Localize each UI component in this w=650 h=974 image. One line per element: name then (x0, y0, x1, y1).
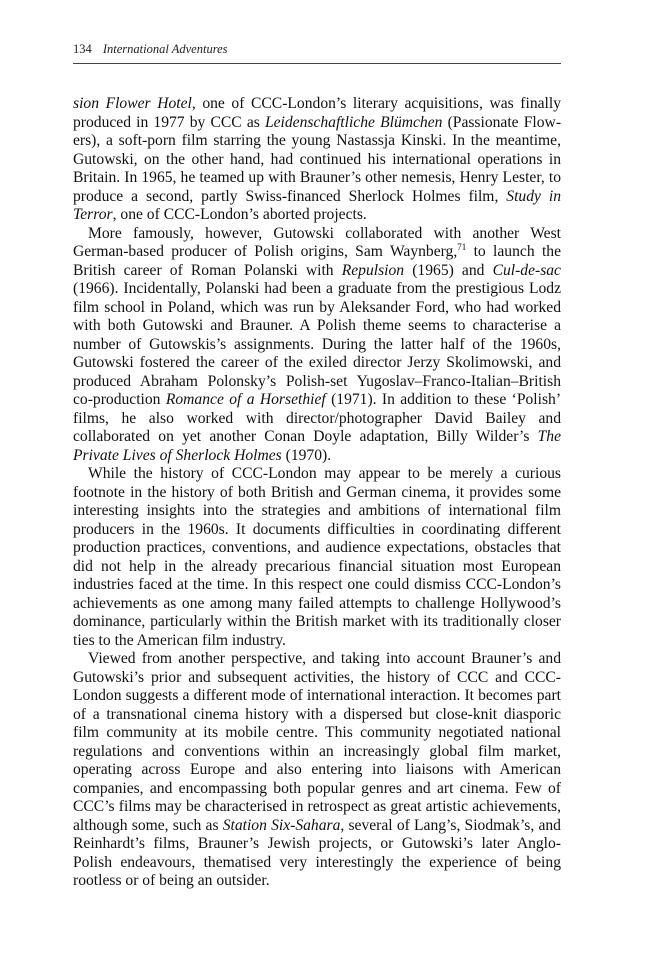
paragraph (73, 650, 561, 891)
page-number: 134 (73, 42, 92, 56)
italic-title: sion Flower Hotel (73, 95, 192, 112)
body-text (73, 95, 561, 891)
footnote-marker: 71 (457, 241, 467, 252)
text-run: , one of CCC-London’s literary acquisitions, was finally produced in 1977 by CCC as (73, 95, 562, 131)
text-run: , one of CCC-London’s aborted projects. (112, 206, 367, 223)
text-run: , several of Lang’s, Siodmak’s, and Reinhardt’s films, Brauner’s Jewish projects, or Gutowski’s later Anglo-Polish endeavours, thematised very interestingly the experience of being rootless or of being an outsider. (73, 816, 561, 889)
paragraph (73, 225, 561, 466)
text-run: While the history of CCC-London may appear to be merely a curious footnote in the history of both British and German cinema, it provides some interesting insights into the strategies and ambitions of international film producers in the 1960s. It documents difficulties in coordinating different production practices, conventions, and audience expectations, obstacles that did not help in the already precarious financial situation most European industries faced at the time. In this respect one could dismiss CCC-London’s achievements as one among many failed attempts to challenge Hollywood’s dominance, particularly within the British market with its traditionally closer ties to the American film industry. (73, 465, 561, 649)
text-run: (1971). In addition to these ‘Polish’ films, he also worked with director/photographer David Bailey and collaborated on yet another Conan Doyle adaptation, Billy Wilder’s (73, 391, 562, 445)
text-run: (1970). (281, 446, 332, 464)
paragraph (73, 465, 561, 650)
italic-title: Romance of a Horsethief (165, 391, 326, 408)
italic-title: Station Six-Sahara (222, 816, 341, 834)
text-run: (1966). Incidentally, Polanski had been a graduate from the prestigious Lodz film school in Poland, which was run by Aleksander Ford, who had worked with both Gutowski and Brauner. A Polish theme seems to characterise a number of Gutowskis’s assignments. During the latter half of the 1960s, Gutowski fostered the career of the exiled director Jerzy Skolimowski, and produced Abraham Polonsky’s Polish-set Yugoslav–Franco-Italian–British co-production (73, 280, 561, 408)
text-run: to launch the British career of Roman Polanski with (73, 243, 561, 279)
italic-title: The Private Lives of Sherlock Holmes (73, 428, 561, 464)
running-header (73, 42, 561, 64)
italic-title: Repulsion (341, 261, 405, 279)
paragraph (73, 95, 561, 225)
italic-title: Leidenschaftliche Blümchen (264, 113, 443, 131)
text-run: (Passionate Flowers), a soft-porn film starring the young Nastassja Kinski. In the meantime, Gutowski, on the other hand, had continued his international operations in Britain. In 1965, he teamed up with Brauner’s other nemesis, Henry Lester, to produce a second, partly Swiss-financed Sherlock Holmes film, (73, 113, 562, 205)
italic-title: Cul-de-sac (492, 261, 561, 279)
text-run: More famously, however, Gutowski collaborated with another West German-based producer of Polish origins, Sam Waynberg, (73, 224, 561, 260)
text-run: Viewed from another perspective, and taking into account Brauner’s and Gutowski’s prior and subsequent activities, the history of CCC and CCC-London suggests a different mode of international interaction. It becomes part of a transnational cinema history with a dispersed but close-knit diasporic film community at its mobile centre. This community negotiated national regulations and conventions within an increasingly global film market, operating across Europe and also entering into liaisons with American companies, and encompassing both popular genres and art cinema. Few of CCC’s films may be characterised in retrospect as great artistic achievements, although some, such as (73, 650, 561, 834)
italic-title: Study in Terror (73, 187, 561, 223)
running-title: International Adventures (102, 42, 228, 56)
text-run: (1965) and (404, 261, 493, 279)
